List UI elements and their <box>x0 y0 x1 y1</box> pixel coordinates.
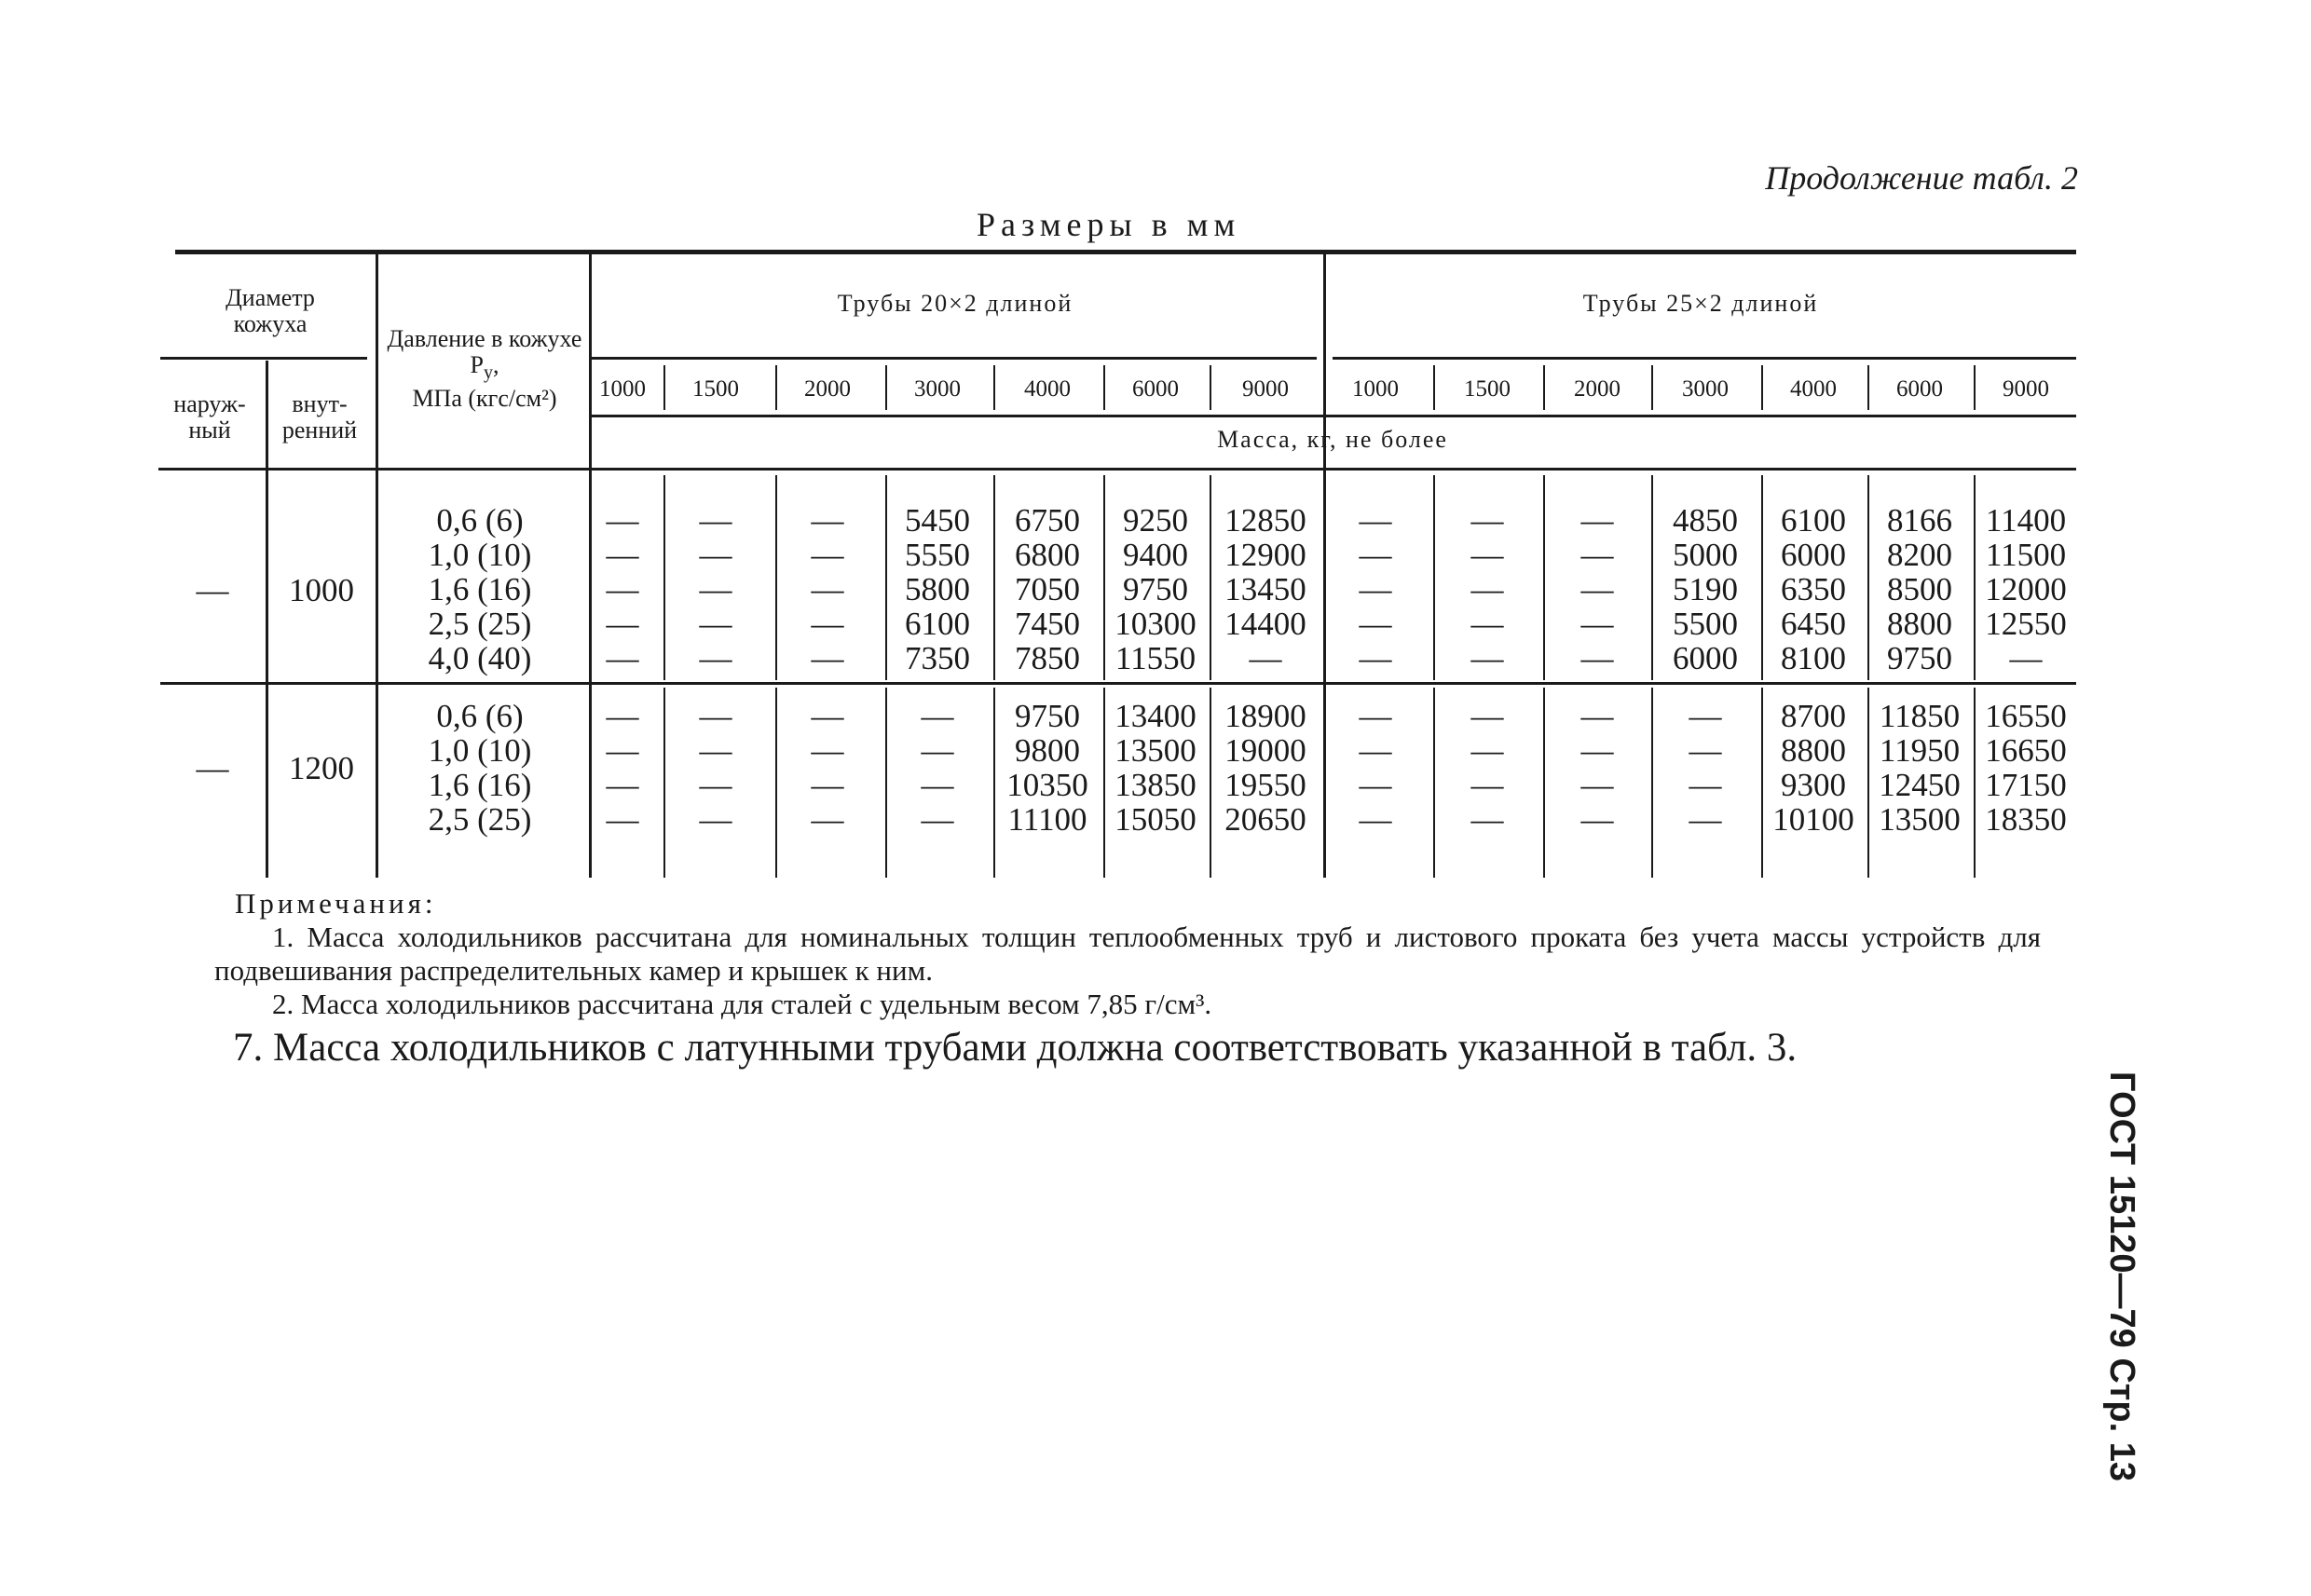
dash-cell: — <box>1689 732 1722 769</box>
dash-cell: — <box>1580 767 1614 803</box>
dash-cell: — <box>1249 640 1282 676</box>
mass-cell: 6100 <box>905 606 970 642</box>
mass-cell: 5000 <box>1673 537 1738 573</box>
pressure-value: 0,6 (6) <box>436 502 524 539</box>
dash-cell: — <box>1359 606 1392 642</box>
dash-cell: — <box>1470 801 1504 838</box>
tubes25-sub-rule <box>1333 357 2076 360</box>
dash-cell: — <box>1689 767 1722 803</box>
dash-cell: — <box>699 732 732 769</box>
length-divider <box>1433 365 1435 410</box>
notes-block <box>214 887 2041 1021</box>
dash-cell: — <box>1689 801 1722 838</box>
dash-cell: — <box>1470 732 1504 769</box>
length-header-20-4000: 4000 <box>1024 376 1071 402</box>
side-label: ГОСТ 15120—79 Стр. 13 <box>2102 1071 2141 1482</box>
body-divider <box>885 475 887 680</box>
dash-cell: — <box>1359 801 1392 838</box>
dash-cell: — <box>1359 767 1392 803</box>
mass-cell: 10100 <box>1772 801 1854 838</box>
mass-cell: 13500 <box>1114 732 1197 769</box>
mass-cell: 8166 <box>1887 502 1952 539</box>
body-divider <box>1543 688 1545 878</box>
dash-cell: — <box>606 732 639 769</box>
body-divider <box>1651 475 1653 680</box>
dash-cell: — <box>1580 732 1614 769</box>
dash-cell: — <box>1359 502 1392 539</box>
dash-cell: — <box>699 801 732 838</box>
dash-cell: — <box>811 571 844 607</box>
length-divider <box>993 365 995 410</box>
mass-cell: 10350 <box>1006 767 1088 803</box>
pressure-value: 1,0 (10) <box>428 537 532 573</box>
header-outer: наруж-ный <box>173 390 246 443</box>
dash-cell: — <box>921 732 954 769</box>
mass-cell: 8100 <box>1781 640 1846 676</box>
body-divider <box>663 688 665 878</box>
length-header-25-9000: 9000 <box>2003 376 2049 402</box>
dash-cell: — <box>811 732 844 769</box>
mass-cell: 19000 <box>1224 732 1306 769</box>
mass-cell: 6000 <box>1781 537 1846 573</box>
dash-cell: — <box>606 502 639 539</box>
notes-title: Примечания: <box>235 887 437 920</box>
header-pressure-text: Давление в кожухе P <box>387 325 582 378</box>
dash-cell: — <box>811 801 844 838</box>
length-divider <box>1651 365 1653 410</box>
body-divider <box>1433 688 1435 878</box>
dash-cell: — <box>921 767 954 803</box>
mass-cell: 19550 <box>1224 767 1306 803</box>
mass-cell: 5500 <box>1673 606 1738 642</box>
body-divider <box>1867 688 1869 878</box>
dash-cell: — <box>1470 698 1504 734</box>
dash-cell: — <box>811 698 844 734</box>
mass-cell: 4850 <box>1673 502 1738 539</box>
mass-cell: 15050 <box>1114 801 1197 838</box>
pressure-value: 2,5 (25) <box>428 801 532 838</box>
length-divider <box>775 365 777 410</box>
dash-cell: — <box>1470 640 1504 676</box>
body-divider <box>1103 688 1105 878</box>
mass-cell: 7350 <box>905 640 970 676</box>
mass-cell: 8800 <box>1781 732 1846 769</box>
mass-cell: 11500 <box>1985 537 2067 573</box>
dash-cell: — <box>1470 606 1504 642</box>
mass-cell: 6350 <box>1781 571 1846 607</box>
dash-cell: — <box>1580 537 1614 573</box>
dash-cell: — <box>1580 606 1614 642</box>
continuation-label: Продолжение табл. 2 <box>1765 159 2078 197</box>
dash-cell: — <box>699 502 732 539</box>
mass-cell: 17150 <box>1985 767 2067 803</box>
dash-cell: — <box>921 801 954 838</box>
mass-cell: 12900 <box>1224 537 1306 573</box>
diam-sub-rule <box>160 357 367 360</box>
mass-cell: 9750 <box>1015 698 1080 734</box>
dash-cell: — <box>699 537 732 573</box>
tubes20-sub-rule <box>590 357 1317 360</box>
pressure-value: 1,0 (10) <box>428 732 532 769</box>
dash-cell: — <box>1580 571 1614 607</box>
length-header-20-1500: 1500 <box>692 376 739 402</box>
pressure-value: 2,5 (25) <box>428 606 532 642</box>
length-header-25-3000: 3000 <box>1682 376 1729 402</box>
dash-cell: — <box>606 801 639 838</box>
dash-cell: — <box>2009 640 2043 676</box>
mass-cell: 9400 <box>1123 537 1188 573</box>
length-header-25-6000: 6000 <box>1896 376 1943 402</box>
mass-cell: 13400 <box>1114 698 1197 734</box>
mass-cell: 6100 <box>1781 502 1846 539</box>
group-outer-diameter: — <box>196 750 229 786</box>
mass-cell: 11950 <box>1879 732 1961 769</box>
mass-cell: 11550 <box>1114 640 1197 676</box>
body-divider <box>993 688 995 878</box>
mass-cell: 11100 <box>1007 801 1087 838</box>
mass-cell: 14400 <box>1224 606 1306 642</box>
mass-cell: 9750 <box>1123 571 1188 607</box>
mass-cell: 9800 <box>1015 732 1080 769</box>
length-header-25-1000: 1000 <box>1352 376 1399 402</box>
length-header-20-6000: 6000 <box>1132 376 1179 402</box>
length-header-25-2000: 2000 <box>1574 376 1620 402</box>
length-header-20-2000: 2000 <box>804 376 851 402</box>
mass-cell: 10300 <box>1114 606 1197 642</box>
mass-cell: 8200 <box>1887 537 1952 573</box>
dash-cell: — <box>699 767 732 803</box>
pressure-value: 0,6 (6) <box>436 698 524 734</box>
mass-cell: 16550 <box>1985 698 2067 734</box>
body-divider <box>1974 475 1976 680</box>
header-pressure: Давление в кожухе $P_у$, МПа (кгс/см²) <box>387 325 582 413</box>
table-top-rule <box>175 250 2076 254</box>
body-divider <box>993 475 995 680</box>
mass-cell: 7850 <box>1015 640 1080 676</box>
length-divider <box>1103 365 1105 410</box>
length-divider <box>1761 365 1763 410</box>
pressure-value: 1,6 (16) <box>428 767 532 803</box>
mass-cell: 7450 <box>1015 606 1080 642</box>
dash-cell: — <box>811 606 844 642</box>
dash-cell: — <box>699 640 732 676</box>
mass-cell: 11850 <box>1879 698 1961 734</box>
lengths-bottom-rule <box>590 415 2076 417</box>
dash-cell: — <box>699 571 732 607</box>
length-header-20-3000: 3000 <box>914 376 961 402</box>
mass-cell: 8800 <box>1887 606 1952 642</box>
dash-cell: — <box>606 640 639 676</box>
mass-cell: 18900 <box>1224 698 1306 734</box>
body-divider <box>1433 475 1435 680</box>
mass-cell: 6750 <box>1015 502 1080 539</box>
dash-cell: — <box>1580 502 1614 539</box>
note-1: 1. Масса холодильников рассчитана для номинальных толщин теплообменных труб и листового проката без учета массы устройств для подвешивания распределительных камер и крышек к ним. <box>214 921 2041 987</box>
group-inner-diameter: 1000 <box>289 571 354 608</box>
length-divider <box>663 365 665 410</box>
body-divider <box>1761 688 1763 878</box>
dash-cell: — <box>1470 767 1504 803</box>
mass-cell: 6450 <box>1781 606 1846 642</box>
mass-cell: 12850 <box>1224 502 1306 539</box>
mass-cell: 5800 <box>905 571 970 607</box>
body-divider <box>1210 475 1211 680</box>
length-divider <box>885 365 887 410</box>
dash-cell: — <box>1359 537 1392 573</box>
dash-cell: — <box>699 698 732 734</box>
length-header-25-1500: 1500 <box>1464 376 1511 402</box>
dash-cell: — <box>1359 571 1392 607</box>
header-tubes25: Трубы 25×2 длиной <box>1582 290 1819 317</box>
mass-cell: 8500 <box>1887 571 1952 607</box>
dash-cell: — <box>921 698 954 734</box>
header-inner: внут-ренний <box>281 390 358 443</box>
mass-cell: 9750 <box>1887 640 1952 676</box>
header-pressure-sub: у <box>483 362 493 384</box>
mass-cell: 20650 <box>1224 801 1306 838</box>
mass-cell: 7050 <box>1015 571 1080 607</box>
vline-outer-inner <box>266 361 268 878</box>
mass-cell: 5190 <box>1673 571 1738 607</box>
dimensions-note: Размеры в мм <box>977 206 1241 243</box>
dash-cell: — <box>606 606 639 642</box>
mass-cell: 16650 <box>1985 732 2067 769</box>
item-7: 7. Масса холодильников с латунными трубами должна соответствовать указанной в табл. 3. <box>233 1026 1798 1070</box>
mass-cell: 12000 <box>1985 571 2067 607</box>
mass-cell: 6000 <box>1673 640 1738 676</box>
mass-cell: 12450 <box>1879 767 1961 803</box>
dash-cell: — <box>1580 640 1614 676</box>
header-bottom-rule <box>158 468 2076 471</box>
mass-cell: 5450 <box>905 502 970 539</box>
group-outer-diameter: — <box>196 571 229 608</box>
body-divider <box>775 688 777 878</box>
mass-cell: 12550 <box>1985 606 2067 642</box>
body-divider <box>1103 475 1105 680</box>
header-tubes20: Трубы 20×2 длиной <box>837 290 1073 317</box>
pressure-value: 1,6 (16) <box>428 571 532 607</box>
dash-cell: — <box>1470 502 1504 539</box>
body-divider <box>1974 688 1976 878</box>
length-divider <box>1974 365 1976 410</box>
mass-cell: 18350 <box>1985 801 2067 838</box>
dash-cell: — <box>811 502 844 539</box>
dash-cell: — <box>1359 640 1392 676</box>
note-2: 2. Масса холодильников рассчитана для сталей с удельным весом 7,85 г/см³. <box>272 988 1212 1020</box>
mass-cell: 9250 <box>1123 502 1188 539</box>
pressure-value: 4,0 (40) <box>428 640 532 676</box>
length-divider <box>1867 365 1869 410</box>
mass-cell: 13500 <box>1879 801 1961 838</box>
dash-cell: — <box>1689 698 1722 734</box>
header-pressure-units: МПа (кгс/см²) <box>412 385 557 413</box>
length-header-20-1000: 1000 <box>599 376 646 402</box>
body-divider <box>885 688 887 878</box>
mass-cell: 13450 <box>1224 571 1306 607</box>
dash-cell: — <box>606 698 639 734</box>
body-divider <box>1210 688 1211 878</box>
dash-cell: — <box>699 606 732 642</box>
body-divider <box>1543 475 1545 680</box>
group-inner-diameter: 1200 <box>289 750 354 786</box>
mass-cell: 6800 <box>1015 537 1080 573</box>
dash-cell: — <box>606 767 639 803</box>
dash-cell: — <box>606 537 639 573</box>
mass-cell: 13850 <box>1114 767 1197 803</box>
header-mass: Масса, кг, не более <box>1217 426 1448 453</box>
length-divider <box>1543 365 1545 410</box>
dash-cell: — <box>1580 698 1614 734</box>
length-header-20-9000: 9000 <box>1242 376 1289 402</box>
vline-inner-pressure <box>376 253 378 878</box>
dash-cell: — <box>1580 801 1614 838</box>
body-divider <box>775 475 777 680</box>
mass-cell: 11400 <box>1985 502 2067 539</box>
dash-cell: — <box>811 640 844 676</box>
body-divider <box>663 475 665 680</box>
length-header-25-4000: 4000 <box>1790 376 1837 402</box>
body-divider <box>1651 688 1653 878</box>
body-divider <box>1867 475 1869 680</box>
group-separator-rule <box>160 682 2076 685</box>
dash-cell: — <box>811 537 844 573</box>
dash-cell: — <box>811 767 844 803</box>
dash-cell: — <box>1470 571 1504 607</box>
dash-cell: — <box>1470 537 1504 573</box>
mass-cell: 5550 <box>905 537 970 573</box>
dash-cell: — <box>1359 698 1392 734</box>
header-diameter: Диаметр кожуха <box>226 284 315 337</box>
dash-cell: — <box>606 571 639 607</box>
mass-cell: 9300 <box>1781 767 1846 803</box>
mass-cell: 8700 <box>1781 698 1846 734</box>
dash-cell: — <box>1359 732 1392 769</box>
length-divider <box>1210 365 1211 410</box>
body-divider <box>1761 475 1763 680</box>
